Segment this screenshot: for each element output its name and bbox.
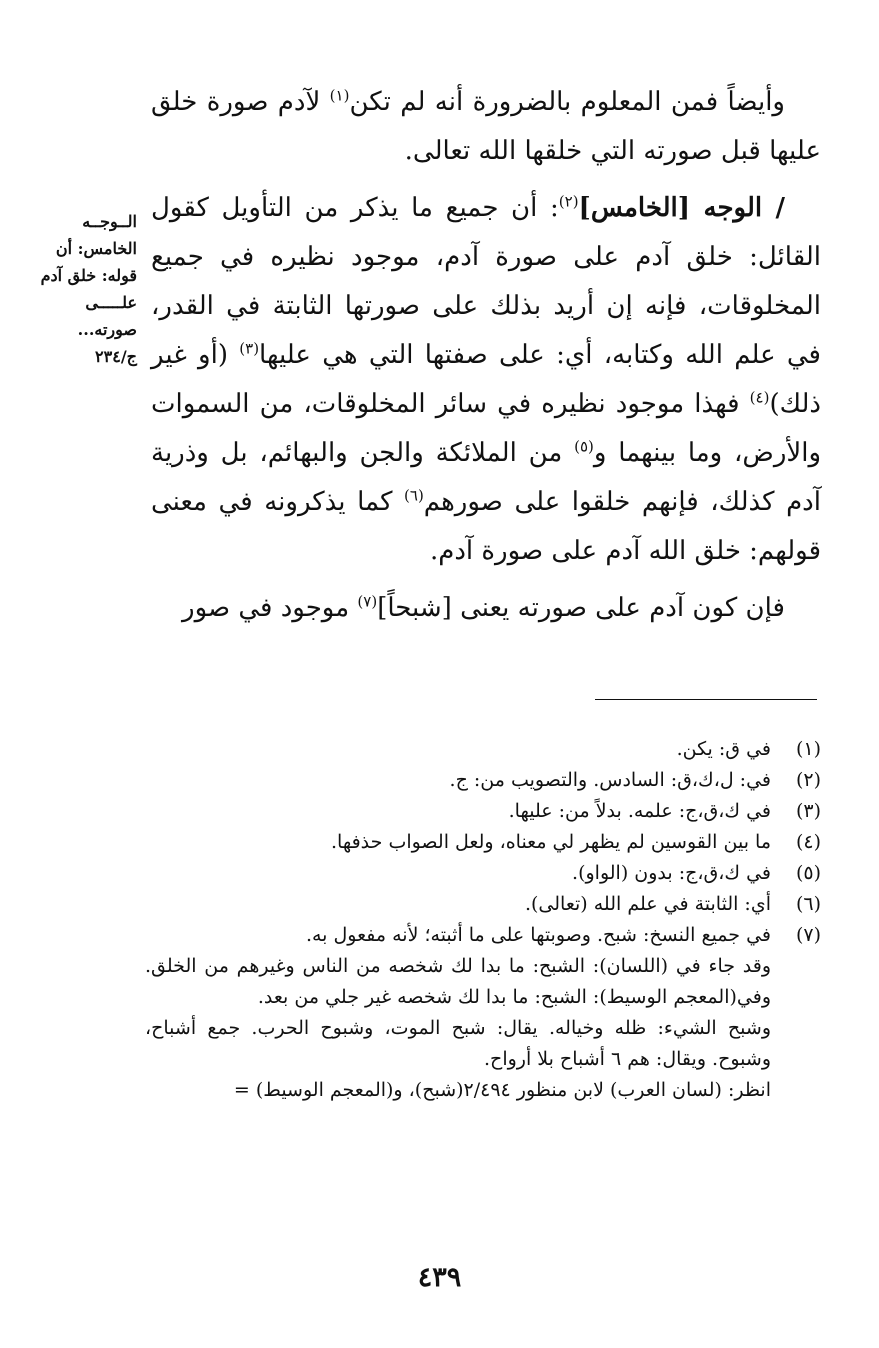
footnote-3 [145, 796, 821, 827]
footnote-number: (٤) [795, 831, 821, 853]
footnote-number: (٦) [795, 893, 821, 915]
footnote-marker: (٣) [239, 339, 260, 358]
footnote-line: ما بين القوسين لم يظهر لي معناه، ولعل الصواب حذفها. [331, 831, 771, 853]
text-run: (أو غير ذلك) [151, 340, 821, 419]
margin-note-line: علـــــى [85, 293, 137, 312]
footnote-number: (٢) [795, 769, 821, 791]
footnote-number: (٣) [795, 800, 821, 822]
margin-note [40, 208, 137, 370]
footnote-5 [145, 858, 821, 889]
footnotes-section [145, 734, 821, 1106]
footnote-marker: (٦) [404, 486, 424, 505]
footnote-separator [595, 699, 817, 700]
footnote-text [145, 734, 771, 765]
footnote-6 [145, 889, 821, 920]
footnote-marker: (٥) [574, 437, 594, 456]
footnote-line: انظر: (لسان العرب) لابن منظور ٢/٤٩٤(شبح)، و(المعجم الوسيط) = [233, 1079, 771, 1101]
paragraph-3 [151, 584, 821, 633]
paragraph-1 [151, 78, 821, 176]
text-run: فإن كون آدم على صورته يعنى [شبحاً] [377, 593, 785, 623]
text-run: فهذا موجود نظيره في سائر المخلوقات، من السموات والأرض، وما بينهما و [151, 389, 822, 468]
footnote-text [145, 858, 771, 889]
footnote-marker: (٤) [749, 388, 770, 407]
text-run: موجود في صور [182, 593, 358, 623]
footnote-line: في ك،ق،ج: بدون (الواو). [572, 862, 771, 884]
footnote-text [145, 796, 771, 827]
footnote-line: في ق: يكن. [676, 738, 771, 760]
footnote-1 [145, 734, 821, 765]
margin-note-line: قوله: خلق آدم [40, 266, 137, 285]
footnote-text [145, 827, 771, 858]
footnote-line: في جميع النسخ: شبح. وصوبتها على ما أثبته؛ لأنه مفعول به. [305, 924, 771, 946]
margin-note-line: الخامس: أن [55, 239, 137, 258]
text-run: لآدم صورة خلق عليها قبل صورته التي خلقها الله تعالى. [151, 87, 821, 166]
footnote-marker: (١) [329, 86, 350, 105]
text-run: كما يذكرونه في معنى قولهم: خلق الله آدم على صورة آدم. [151, 487, 821, 566]
footnote-number: (١) [795, 738, 821, 760]
margin-note-line: ج/٢٣٤ [95, 347, 137, 366]
footnote-line: وشبح الشيء: ظله وخياله. يقال: شبح الموت، وشبوح الحرب. جمع أشباح، وشبوح. ويقال: هم ٦ أشباح بلا أرواح. [145, 1017, 771, 1070]
footnote-line: في ك،ق،ج: علمه. بدلاً من: عليها. [508, 800, 771, 822]
footnote-number: (٧) [795, 924, 821, 946]
section-heading: / الوجه [الخامس] [578, 193, 786, 223]
footnote-text [145, 765, 771, 796]
paragraph-2 [151, 184, 821, 576]
footnote-2 [145, 765, 821, 796]
footnote-4 [145, 827, 821, 858]
text-run: : أن جميع ما يذكر من التأويل كقول القائل: خلق آدم على صورة آدم، موجود نظيره في جميع المخلوقات، فإنه إن أريد بذلك على صورتها الثابتة في القدر، في علم الله وكتابه، أي: على صفتها التي هي عليها [151, 193, 821, 370]
footnote-marker: (٢) [558, 192, 579, 211]
margin-note-line: الــوجــه [82, 212, 137, 231]
footnote-line: أي: الثابتة في علم الله (تعالى). [524, 893, 771, 915]
footnote-line: في: ل،ك،ق: السادس. والتصويب من: ج. [449, 769, 771, 791]
footnote-7 [145, 920, 821, 1106]
page-number: ٤٣٩ [417, 1262, 462, 1293]
footnote-line: وقد جاء في (اللسان): الشبح: ما بدا لك شخصه من الناس وغيرهم من الخلق. وفي(المعجم الوسيط): الشبح: ما بدا لك شخصه غير جلي من بعد. [145, 955, 772, 1008]
margin-note-line: صورته... [77, 320, 137, 339]
footnote-text [145, 889, 771, 920]
footnote-number: (٥) [795, 862, 821, 884]
text-run: وأيضاً فمن المعلوم بالضرورة أنه لم تكن [349, 87, 785, 117]
footnote-marker: (٧) [357, 592, 378, 611]
footnote-text [145, 920, 771, 1106]
text-run: من الملائكة والجن والبهائم، بل وذرية آدم كذلك، فإنهم خلقوا على صورهم [151, 438, 821, 517]
main-text-block [151, 78, 821, 633]
